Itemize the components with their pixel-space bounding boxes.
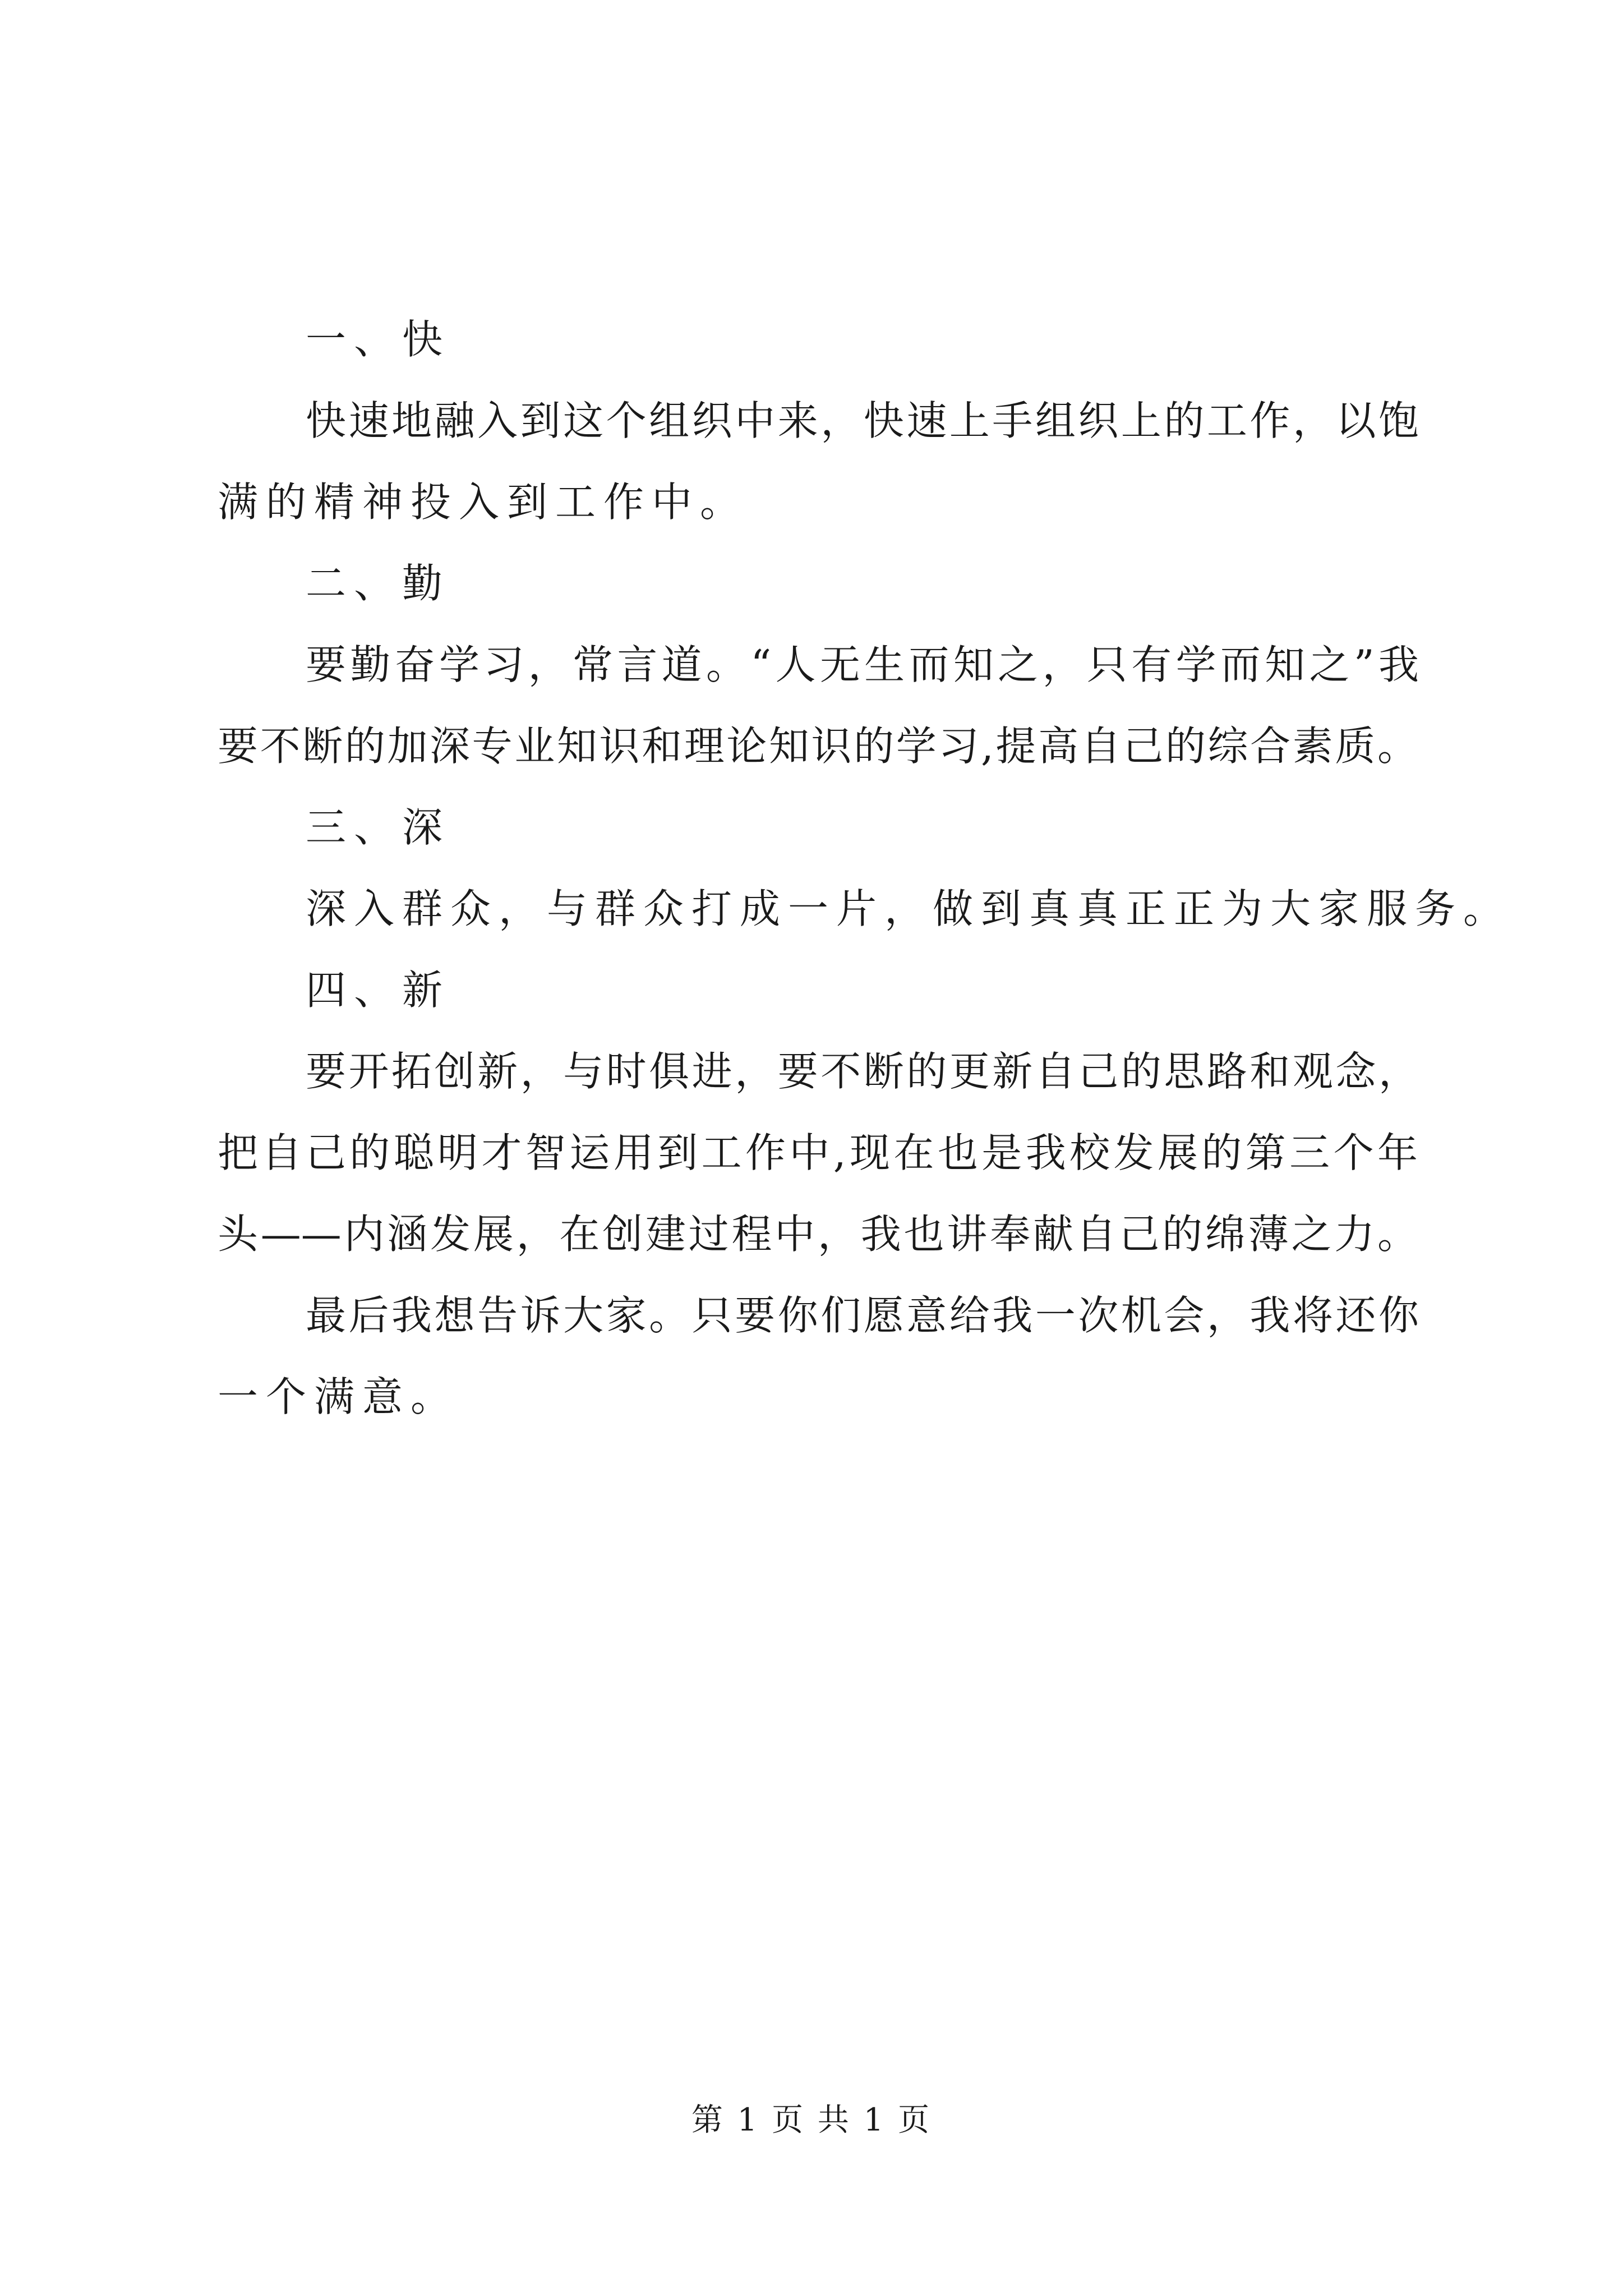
paragraph-line: 快速地融入到这个组织中来，快速上手组织上的工作，以饱 <box>306 397 1419 444</box>
paragraph-line: 要开拓创新，与时俱进，要不断的更新自己的思路和观念， <box>306 1048 1419 1095</box>
paragraph-line: 把自己的聪明才智运用到工作中,现在也是我校发展的第三个年 <box>218 1129 1418 1176</box>
section-heading-1: 一、快 <box>306 316 451 363</box>
paragraph-line: 最后我想告诉大家。只要你们愿意给我一次机会，我将还你 <box>306 1292 1419 1339</box>
paragraph-line: 要勤奋学习，常言道。“人无生而知之，只有学而知之”我 <box>306 641 1419 688</box>
section-heading-3: 三、深 <box>306 804 451 851</box>
paragraph-line: 一个满意。 <box>218 1373 459 1420</box>
paragraph-line: 满的精神投入到工作中。 <box>218 478 749 526</box>
paragraph-line: 要不断的加深专业知识和理论知识的学习,提高自己的综合素质。 <box>218 723 1418 770</box>
paragraph-line: 头——内涵发展，在创建过程中，我也讲奉献自己的绵薄之力。 <box>218 1211 1418 1258</box>
page-number-footer: 第 1 页 共 1 页 <box>691 2102 932 2138</box>
paragraph-line: 深入群众，与群众打成一片，做到真真正正为大家服务。 <box>306 885 1512 932</box>
section-heading-4: 四、新 <box>306 967 451 1014</box>
section-heading-2: 二、勤 <box>306 560 451 607</box>
